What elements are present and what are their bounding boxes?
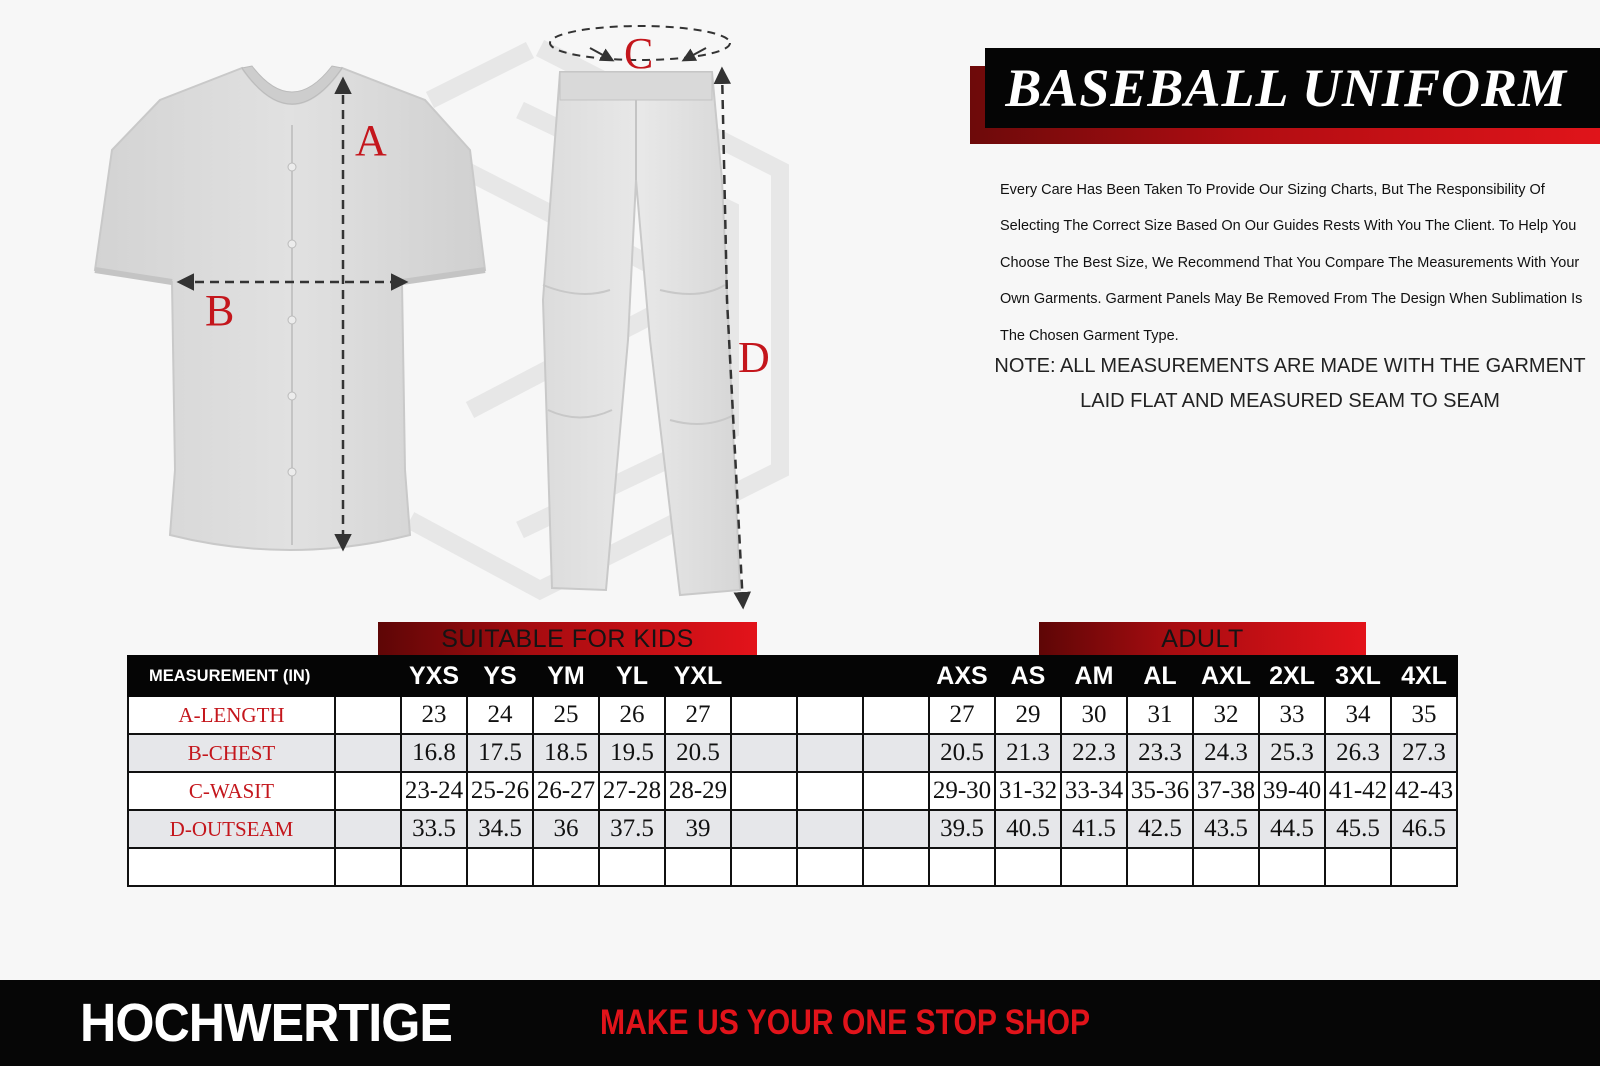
pants-illustration — [543, 72, 740, 595]
size-header: YXS — [401, 656, 467, 696]
table-cell: 25.3 — [1259, 734, 1325, 772]
table-cell: 44.5 — [1259, 810, 1325, 848]
table-cell: 19.5 — [599, 734, 665, 772]
table-cell: 30 — [1061, 696, 1127, 734]
table-cell: 16.8 — [401, 734, 467, 772]
brand-logo-text: HOCHWERTIGE — [80, 993, 452, 1053]
table-cell: 21.3 — [995, 734, 1061, 772]
garment-diagram — [0, 0, 960, 620]
table-cell: 20.5 — [929, 734, 995, 772]
table-cell: 27.3 — [1391, 734, 1457, 772]
table-cell — [731, 734, 797, 772]
size-header — [863, 656, 929, 696]
size-header: YXL — [665, 656, 731, 696]
table-cell: 39-40 — [1259, 772, 1325, 810]
table-cell: 26 — [599, 696, 665, 734]
table-cell: 40.5 — [995, 810, 1061, 848]
size-header — [335, 656, 401, 696]
table-cell — [731, 848, 797, 886]
table-cell — [863, 848, 929, 886]
table-cell: 33 — [1259, 696, 1325, 734]
table-cell: 34.5 — [467, 810, 533, 848]
table-cell: 41.5 — [1061, 810, 1127, 848]
table-cell: 25-26 — [467, 772, 533, 810]
size-header: YS — [467, 656, 533, 696]
table-cell — [929, 848, 995, 886]
size-header: 3XL — [1325, 656, 1391, 696]
page-title: BASEBALL UNIFORM — [1005, 58, 1567, 118]
label-b: B — [205, 286, 235, 335]
table-cell — [797, 848, 863, 886]
table-cell — [1391, 848, 1457, 886]
jersey-illustration — [95, 66, 485, 550]
size-chart-table — [127, 655, 1458, 887]
table-cell: 32 — [1193, 696, 1259, 734]
label-d: D — [738, 333, 770, 382]
size-header: 2XL — [1259, 656, 1325, 696]
table-header-row — [128, 656, 1457, 696]
table-cell: 33.5 — [401, 810, 467, 848]
table-cell: 23-24 — [401, 772, 467, 810]
table-row — [128, 772, 1457, 810]
table-cell: 24 — [467, 696, 533, 734]
table-cell: 42.5 — [1127, 810, 1193, 848]
table-cell: 28-29 — [665, 772, 731, 810]
table-cell: 25 — [533, 696, 599, 734]
table-cell: 17.5 — [467, 734, 533, 772]
table-cell — [731, 696, 797, 734]
size-header — [731, 656, 797, 696]
table-cell: 27 — [929, 696, 995, 734]
size-header: AL — [1127, 656, 1193, 696]
table-cell: 39 — [665, 810, 731, 848]
table-row — [128, 734, 1457, 772]
row-label — [128, 848, 335, 886]
section-adult-label: ADULT — [1039, 622, 1366, 656]
row-label: A-LENGTH — [128, 696, 335, 734]
table-cell — [1259, 848, 1325, 886]
table-cell — [1325, 848, 1391, 886]
table-cell: 35 — [1391, 696, 1457, 734]
table-cell — [665, 848, 731, 886]
measurement-note: NOTE: ALL MEASUREMENTS ARE MADE WITH THE GARMENT LAID FLAT AND MEASURED SEAM TO SEAM — [994, 355, 1586, 412]
row-label: B-CHEST — [128, 734, 335, 772]
table-cell — [533, 848, 599, 886]
table-cell — [1193, 848, 1259, 886]
table-cell: 20.5 — [665, 734, 731, 772]
table-cell — [335, 810, 401, 848]
table-cell — [1061, 848, 1127, 886]
table-cell: 31-32 — [995, 772, 1061, 810]
size-header: AM — [1061, 656, 1127, 696]
table-cell — [863, 810, 929, 848]
table-cell — [599, 848, 665, 886]
table-cell: 43.5 — [1193, 810, 1259, 848]
table-cell: 39.5 — [929, 810, 995, 848]
table-cell: 46.5 — [1391, 810, 1457, 848]
table-cell: 33-34 — [1061, 772, 1127, 810]
table-cell — [797, 772, 863, 810]
table-cell — [1127, 848, 1193, 886]
label-a: A — [355, 116, 387, 165]
table-cell — [863, 772, 929, 810]
size-header: YM — [533, 656, 599, 696]
table-row — [128, 696, 1457, 734]
table-cell — [335, 848, 401, 886]
table-cell: 26.3 — [1325, 734, 1391, 772]
size-header — [797, 656, 863, 696]
size-header: AS — [995, 656, 1061, 696]
size-header: 4XL — [1391, 656, 1457, 696]
table-cell: 23.3 — [1127, 734, 1193, 772]
table-cell: 45.5 — [1325, 810, 1391, 848]
table-cell — [797, 696, 863, 734]
table-cell: 23 — [401, 696, 467, 734]
row-label: C-WASIT — [128, 772, 335, 810]
table-cell: 29-30 — [929, 772, 995, 810]
table-cell — [401, 848, 467, 886]
table-row — [128, 810, 1457, 848]
size-header: YL — [599, 656, 665, 696]
table-cell — [731, 810, 797, 848]
label-c: C — [624, 29, 654, 78]
table-cell: 42-43 — [1391, 772, 1457, 810]
table-cell: 26-27 — [533, 772, 599, 810]
table-cell: 29 — [995, 696, 1061, 734]
section-kids-label: SUITABLE FOR KIDS — [378, 622, 757, 656]
table-cell: 34 — [1325, 696, 1391, 734]
size-header: AXS — [929, 656, 995, 696]
table-cell: 24.3 — [1193, 734, 1259, 772]
table-cell: 37-38 — [1193, 772, 1259, 810]
table-cell: 35-36 — [1127, 772, 1193, 810]
table-cell: 22.3 — [1061, 734, 1127, 772]
table-cell — [467, 848, 533, 886]
table-row — [128, 848, 1457, 886]
table-cell — [863, 734, 929, 772]
table-cell — [731, 772, 797, 810]
size-header: AXL — [1193, 656, 1259, 696]
measurement-header: MEASUREMENT (IN) — [128, 656, 335, 696]
row-label: D-OUTSEAM — [128, 810, 335, 848]
table-cell — [797, 810, 863, 848]
table-cell: 36 — [533, 810, 599, 848]
table-cell: 41-42 — [1325, 772, 1391, 810]
table-cell — [797, 734, 863, 772]
table-cell — [335, 696, 401, 734]
table-cell: 27 — [665, 696, 731, 734]
table-cell: 37.5 — [599, 810, 665, 848]
table-cell — [335, 772, 401, 810]
table-cell — [863, 696, 929, 734]
table-cell — [335, 734, 401, 772]
table-cell: 27-28 — [599, 772, 665, 810]
table-cell: 18.5 — [533, 734, 599, 772]
footer-slogan: MAKE US YOUR ONE STOP SHOP — [600, 1003, 1091, 1042]
table-cell: 31 — [1127, 696, 1193, 734]
table-cell — [995, 848, 1061, 886]
disclaimer-text: Every Care Has Been Taken To Provide Our Sizing Charts, But The Responsibility Of Selecting The Correct Size Based On Our Guides Rests With You The Client. To Help You Choose The Best Size, We Recommend That You Compare The Measurements With Your Own Garments. Garment Panels May Be Removed From The Design When Sublimation Is The Chosen Garment Type. — [1000, 182, 1583, 344]
